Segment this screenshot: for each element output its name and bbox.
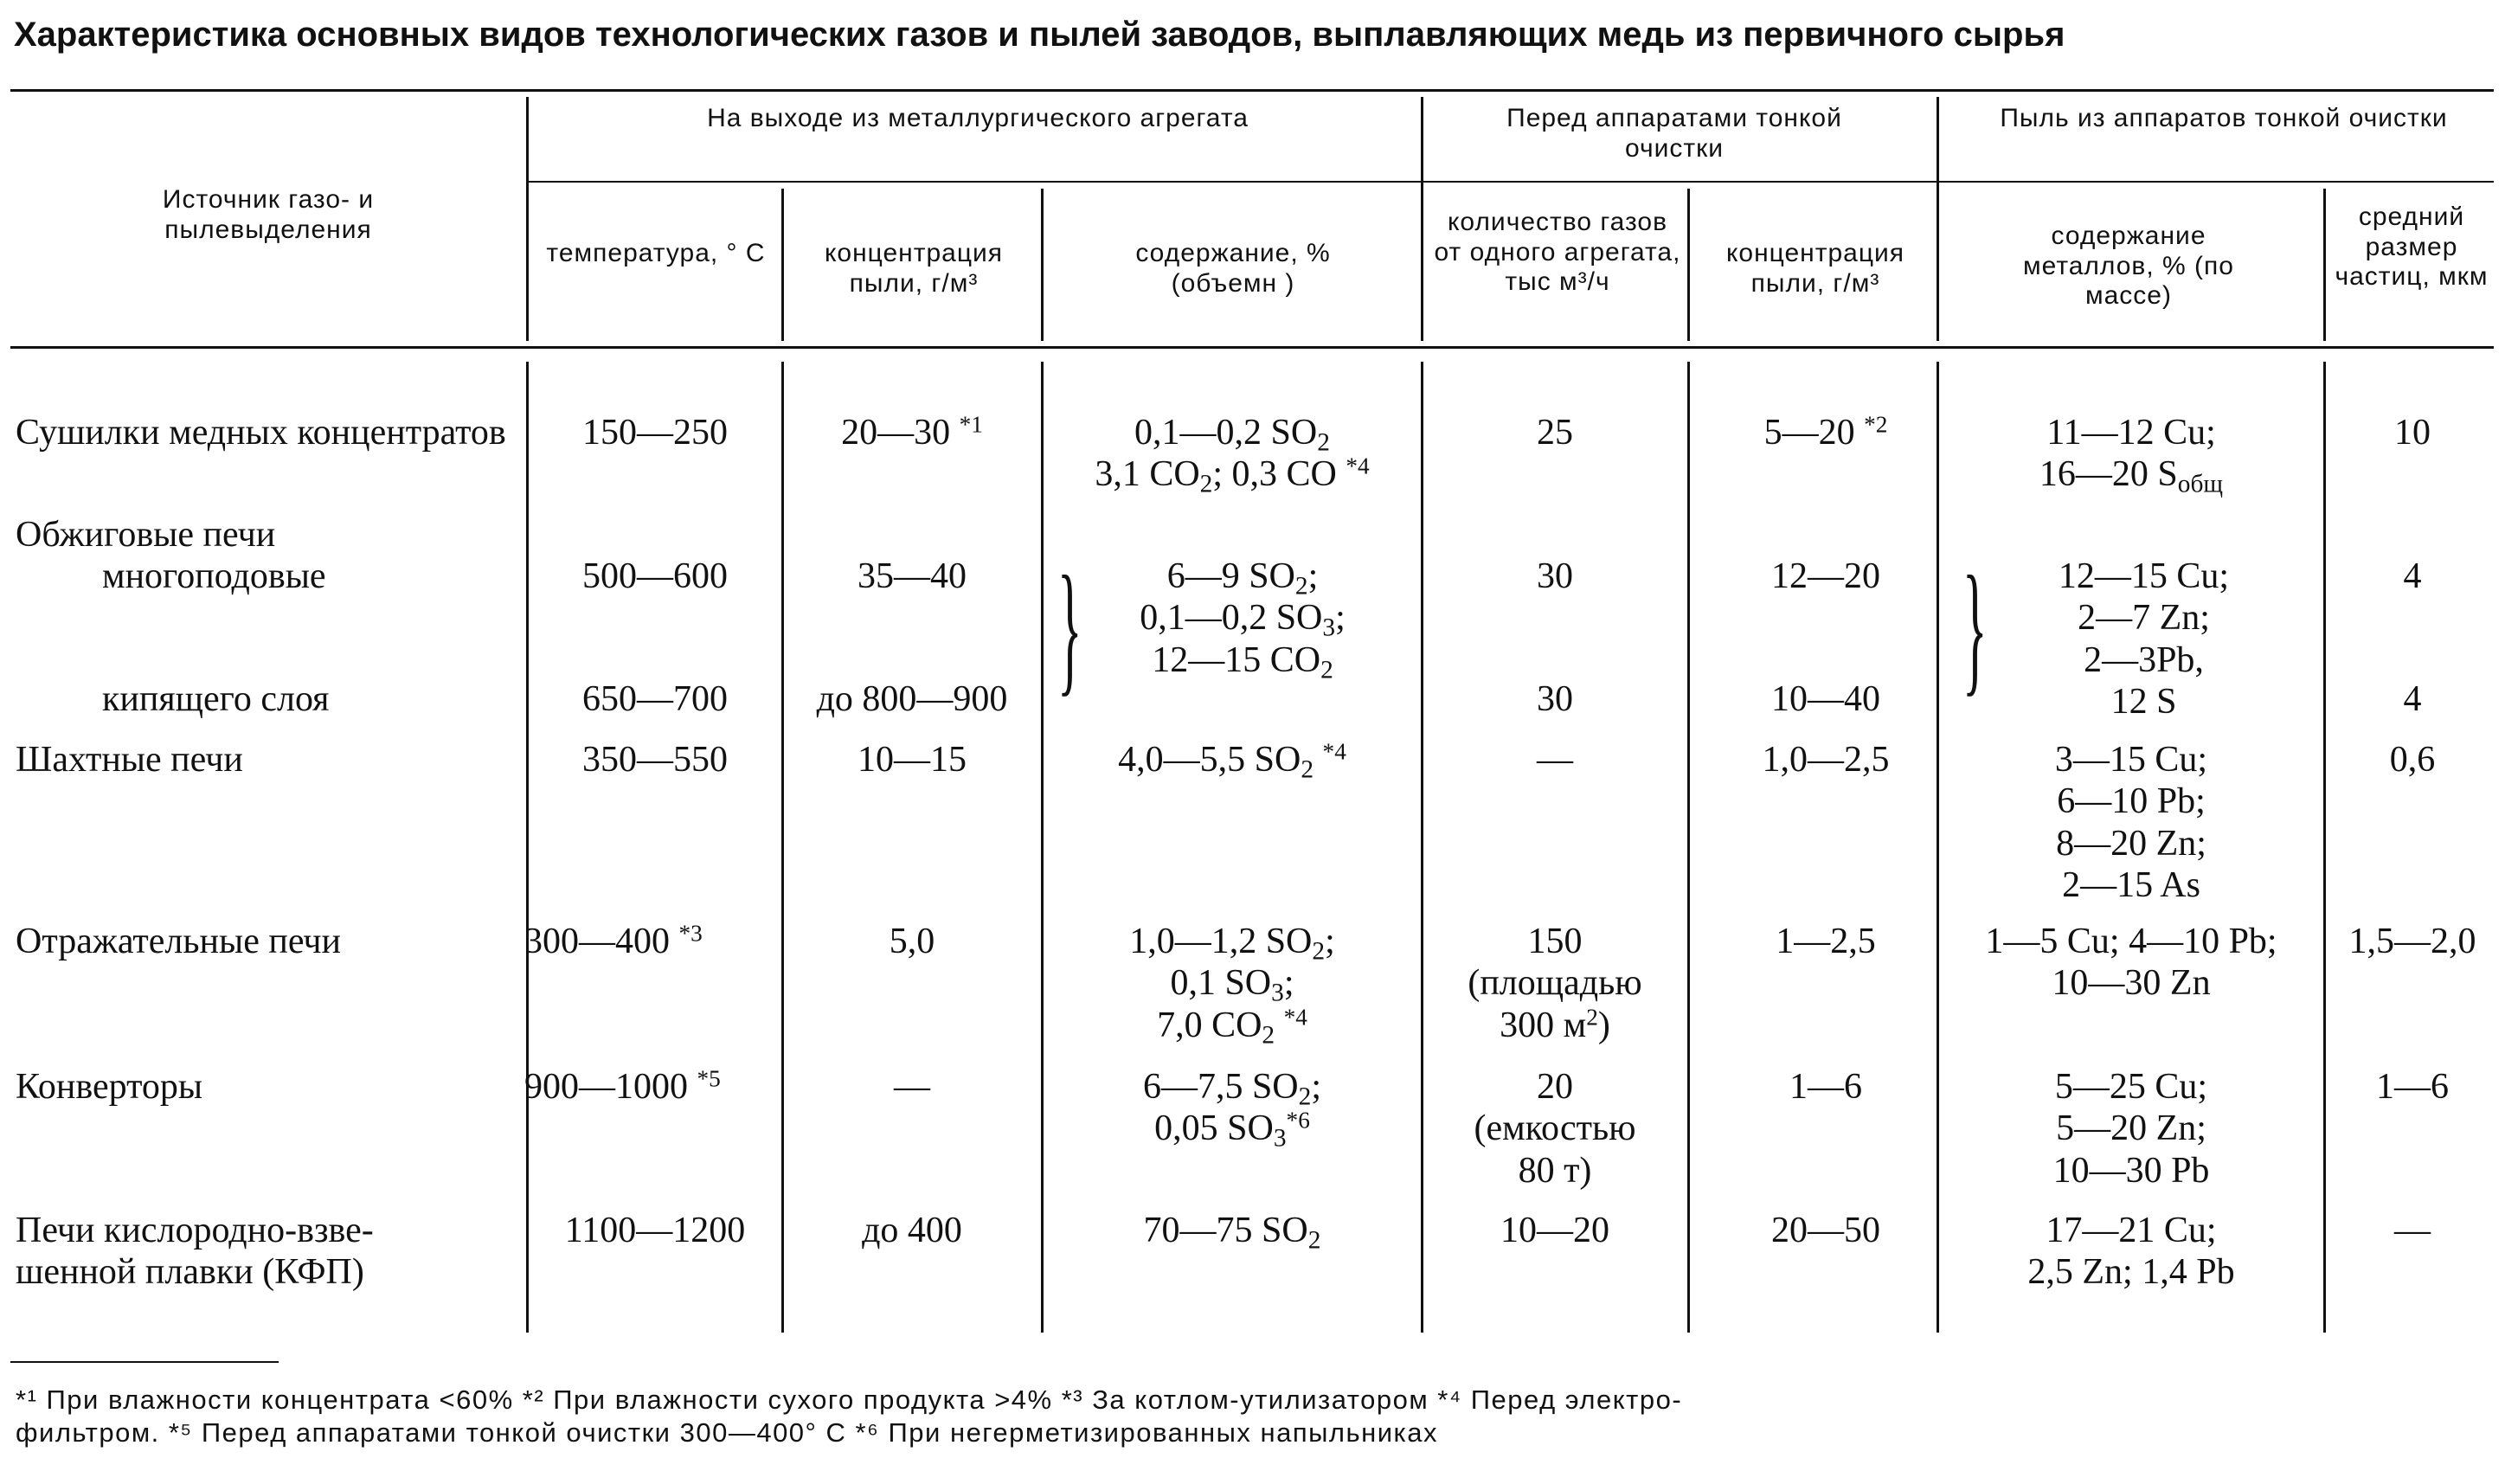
row-5-content: 1,0—1,2 $SO_2$; 0,1 $SO_3$; 7,0 $CO_2$ $^{*4}$ bbox=[1129, 922, 1335, 1049]
header-metal-content: содержание металлов, % (по массе) bbox=[2023, 222, 2234, 310]
col-divider-3 bbox=[1041, 189, 1044, 341]
row-7-metals: 17—21 Cu; 2,5 Zn; 1,4 Pb bbox=[2027, 1211, 2235, 1293]
header-gas-amount: количество газов от одного агрегата, тыс м³/ч bbox=[1434, 208, 1681, 296]
row-1-source: Сушилки медных концентратов bbox=[16, 413, 506, 453]
row-1-dust-conc: 20—30 $^{*1}$ bbox=[841, 411, 983, 453]
row-5-source: Отражательные печи bbox=[16, 922, 342, 961]
table-title: Характеристика основных видов технологических газов и пылей заводов, выплавляющих медь из первичного сырья bbox=[14, 16, 2065, 54]
header-dust-conc-before: концентрация пыли, г/м³ bbox=[1725, 239, 1905, 298]
body-divider-6 bbox=[2323, 362, 2326, 1333]
row-6-metals: 5—25 Cu; 5—20 Zn; 10—30 Pb bbox=[2052, 1067, 2210, 1191]
row-1-content: 0,1—0,2 $SO_2$ 3,1 $CO_2$; 0,3 CO $^{*4}$ bbox=[1095, 413, 1370, 498]
row-2-source: Обжиговые печи bbox=[16, 515, 276, 555]
header-particle-size: средний размер частиц, мкм bbox=[2335, 202, 2489, 291]
row-7-gas-amount: 10—20 bbox=[1500, 1211, 1609, 1250]
row-6-dust-conc-before: 1—6 bbox=[1789, 1067, 1862, 1107]
row-4-content: 4,0—5,5 $SO_2$ $^{*4}$ bbox=[1118, 738, 1346, 784]
col-divider-2 bbox=[781, 189, 784, 341]
row-2-particle: 4 bbox=[2403, 556, 2422, 596]
row-4-gas-amount: — bbox=[1537, 740, 1573, 780]
row-3-source: кипящего слоя bbox=[102, 679, 330, 719]
col-divider-4 bbox=[1421, 97, 1423, 341]
header-group-dust: Пыль из аппаратов тонкой очистки bbox=[2000, 104, 2448, 132]
row-2-metals-brace: } bbox=[1962, 546, 1988, 709]
row-5-temperature: 300—400 $^{*3}$ bbox=[524, 920, 703, 961]
row-3-temperature: 650—700 bbox=[582, 679, 728, 719]
body-divider-1 bbox=[781, 362, 784, 1333]
row-4-particle: 0,6 bbox=[2389, 740, 2436, 780]
footnote-rule bbox=[10, 1361, 279, 1363]
row-4-metals: 3—15 Cu; 6—10 Pb; 8—20 Zn; 2—15 As bbox=[2054, 740, 2208, 905]
row-5-particle: 1,5—2,0 bbox=[2348, 922, 2476, 961]
row-4-source: Шахтные печи bbox=[16, 740, 243, 780]
row-2-subsource: многоподовые bbox=[102, 556, 326, 596]
col-divider-5 bbox=[1687, 189, 1690, 341]
footnote-line-2: фильтром. *⁵ Перед аппаратами тонкой очистки 300—400° С *⁶ При негерметизированных напыльниках bbox=[16, 1417, 1439, 1448]
row-6-content: 6—7,5 $SO_2$; 0,05 $SO_3^{*6}$ bbox=[1142, 1067, 1322, 1153]
row-7-particle: — bbox=[2394, 1211, 2431, 1250]
row-2-temperature: 500—600 bbox=[582, 556, 728, 596]
row-3-particle: 4 bbox=[2403, 679, 2422, 719]
header-group-outlet: На выходе из металлургического агрегата bbox=[707, 104, 1249, 132]
row-4-temperature: 350—550 bbox=[582, 740, 728, 780]
row-7-dust-conc-before: 20—50 bbox=[1771, 1211, 1880, 1250]
row-1-gas-amount: 25 bbox=[1537, 413, 1573, 453]
row-2-content-brace: } bbox=[1057, 546, 1082, 709]
body-divider-4 bbox=[1687, 362, 1690, 1333]
row-6-gas-amount: 20 (емкостью 80 т) bbox=[1474, 1067, 1636, 1191]
row-3-gas-amount: 30 bbox=[1537, 679, 1573, 719]
header-content: содержание, % (объемн ) bbox=[1135, 239, 1331, 298]
row-1-metals: 11—12 Cu; 16—20 $S_{общ}$ bbox=[2039, 413, 2224, 498]
col-divider-1 bbox=[526, 97, 529, 341]
row-5-gas-amount: 150 (площадью 300 $м^2$) bbox=[1468, 922, 1642, 1045]
row-7-source: Печи кислородно-взве- шенной плавки (КФП) bbox=[16, 1211, 374, 1293]
header-bottom-rule bbox=[10, 346, 2494, 349]
row-5-dust-conc-before: 1—2,5 bbox=[1776, 922, 1876, 961]
row-7-content: 70—75 $SO_2$ bbox=[1143, 1211, 1321, 1255]
row-1-temperature: 150—250 bbox=[582, 413, 728, 453]
col-divider-6 bbox=[1937, 97, 1939, 341]
header-dust-conc: концентрация пыли, г/м³ bbox=[824, 239, 1004, 298]
row-2-gas-amount: 30 bbox=[1537, 556, 1573, 596]
row-3-dust-conc-before: 10—40 bbox=[1771, 679, 1880, 719]
row-1-dust-conc-before: 5—20 $^{*2}$ bbox=[1763, 411, 1888, 453]
row-7-dust-conc: до 400 bbox=[862, 1211, 962, 1250]
body-divider-0 bbox=[526, 362, 529, 1333]
row-6-dust-conc: — bbox=[894, 1067, 930, 1107]
footnote-line-1: *¹ При влажности концентрата <60% *² При влажности сухого продукта >4% *³ За котлом-утилизатором *⁴ Перед электро- bbox=[16, 1384, 1683, 1415]
row-6-particle: 1—6 bbox=[2376, 1067, 2449, 1107]
col-divider-7 bbox=[2323, 189, 2326, 341]
row-1-particle: 10 bbox=[2394, 413, 2431, 453]
table-top-rule bbox=[10, 89, 2494, 92]
row-5-metals: 1—5 Cu; 4—10 Pb; 10—30 Zn bbox=[1985, 922, 2277, 1004]
row-5-dust-conc: 5,0 bbox=[889, 922, 935, 961]
row-4-dust-conc: 10—15 bbox=[857, 740, 967, 780]
row-7-temperature: 1100—1200 bbox=[564, 1211, 746, 1250]
row-2-metals: 12—15 Cu; 2—7 Zn; 2—3Pb, 12 S bbox=[2058, 556, 2230, 722]
row-3-dust-conc: до 800—900 bbox=[816, 679, 1008, 719]
row-4-dust-conc-before: 1,0—2,5 bbox=[1762, 740, 1890, 780]
row-2-dust-conc-before: 12—20 bbox=[1771, 556, 1880, 596]
body-divider-2 bbox=[1041, 362, 1044, 1333]
row-2-content: 6—9 $SO_2$; 0,1—0,2 $SO_3$; 12—15 $CO_2$ bbox=[1140, 556, 1346, 684]
row-2-dust-conc: 35—40 bbox=[857, 556, 967, 596]
header-group-before: Перед аппаратами тонкой очистки bbox=[1506, 104, 1842, 163]
header-source: Источник газо- и пылевыделения bbox=[162, 185, 375, 244]
row-6-source: Конверторы bbox=[16, 1067, 203, 1107]
group-header-rule bbox=[528, 181, 2494, 183]
header-temperature: температура, ° С bbox=[546, 239, 766, 267]
row-6-temperature: 900—1000 $^{*5}$ bbox=[524, 1065, 721, 1107]
